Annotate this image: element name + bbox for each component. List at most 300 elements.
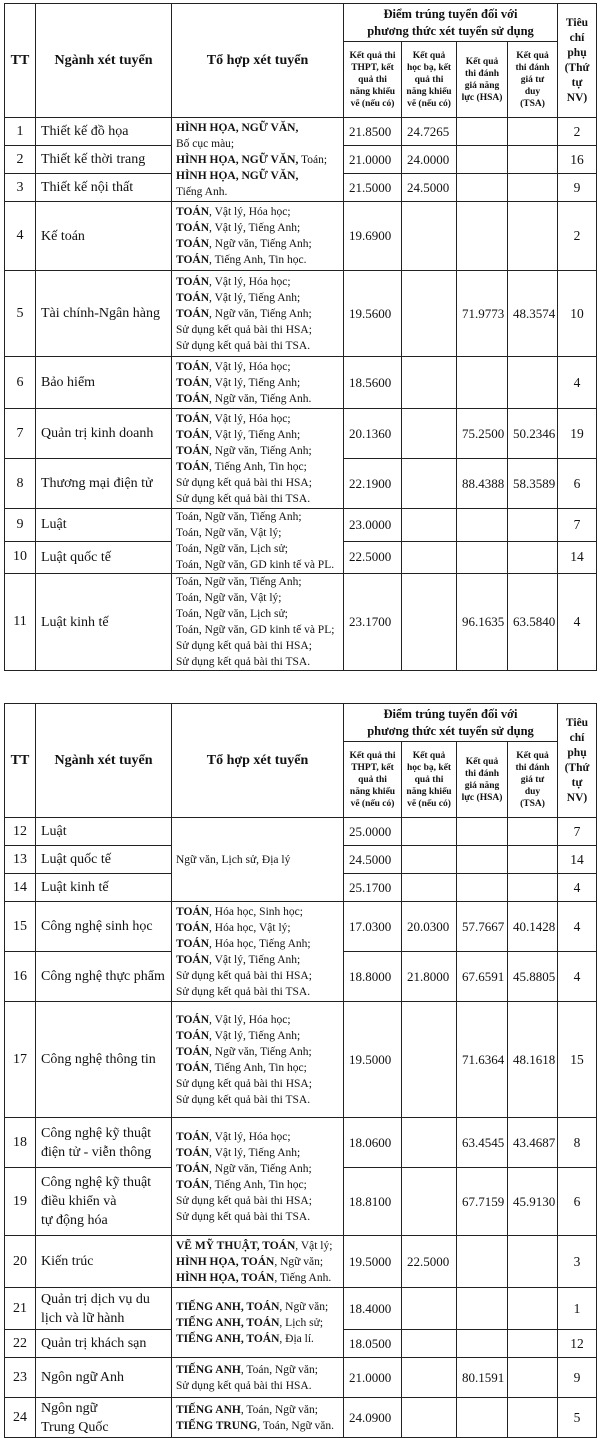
tohop-text: Sử dụng kết quả bài thi HSA; — [176, 640, 312, 652]
tohop-text: , Vật lý, Tiếng Anh; — [209, 1029, 301, 1042]
tohop-subject-bold: TOÁN — [176, 1061, 210, 1074]
cell-tsa: 40.1428 — [508, 902, 558, 952]
tohop-text: Sử dụng kết quả bài thi TSA. — [176, 492, 311, 505]
cell-tsa: 58.3589 — [508, 459, 558, 509]
cell-nganh — [36, 846, 172, 874]
tohop-text: Sử dụng kết quả bài thi HSA. — [176, 1379, 312, 1392]
tohop-line — [176, 1331, 340, 1347]
tohop-subject-bold: TOÁN — [176, 360, 210, 373]
tohop-text: , Ngữ văn, Tiếng Anh; — [209, 238, 312, 250]
nganh-line: Bảo hiểm — [41, 375, 96, 390]
header-tt: TT — [5, 4, 36, 118]
cell-nganh — [36, 1358, 172, 1398]
header-hsa-line: Kết quả — [465, 56, 499, 67]
cell-hsa — [457, 874, 508, 902]
nganh-line: Luật kinh tế — [41, 880, 109, 895]
tohop-line — [176, 375, 340, 391]
cell-thpt: 21.5000 — [344, 174, 402, 202]
cell-nganh — [36, 118, 172, 146]
tohop-line — [176, 936, 340, 952]
tohop-subject-bold: HÌNH HỌA, NGỮ VĂN, — [176, 169, 299, 182]
header-tt: TT — [5, 704, 36, 818]
nganh-line: Luật kinh tế — [41, 614, 109, 630]
cell-tsa: 48.3574 — [508, 271, 558, 357]
tohop-text: , Vật lý, Tiếng Anh; — [209, 376, 301, 389]
cell-tt: 5 — [5, 271, 36, 357]
cell-hocba: 22.5000 — [402, 1236, 457, 1288]
header-nv-line: tự — [571, 76, 583, 89]
tohop-text: , Tiếng Anh, Tin học; — [209, 460, 307, 473]
cell-nganh — [36, 1288, 172, 1330]
tohop-subject-bold: TOÁN — [176, 1013, 210, 1026]
nganh-line: Thương mại điện tử — [41, 476, 153, 491]
header-tsa-line: thi đánh — [515, 62, 550, 73]
tohop-text: Toán, Ngữ văn, GD kinh tế và PL; — [176, 624, 335, 636]
tohop-text: , Hóa học, Tiếng Anh; — [209, 937, 311, 950]
tohop-text: Sử dụng kết quả bài thi HSA; — [176, 1194, 312, 1207]
header-hocba-line: vẽ (nếu có) — [407, 98, 451, 109]
header-diem-line1: Điểm trúng tuyển đối với — [383, 706, 518, 721]
cell-hsa — [457, 541, 508, 574]
cell-tohop — [172, 1288, 344, 1358]
cell-hsa — [457, 202, 508, 271]
header-diem-line1: Điểm trúng tuyển đối với — [383, 6, 518, 21]
tohop-text: Toán, Ngữ văn, Vật lý; — [176, 527, 282, 539]
admission-table-1 — [4, 3, 597, 671]
header-hsa-line: giá năng — [464, 780, 500, 791]
cell-tt: 11 — [5, 574, 36, 671]
table-row — [5, 202, 597, 271]
tohop-subject-bold: TOÁN — [176, 238, 210, 250]
cell-thpt: 19.5000 — [344, 1236, 402, 1288]
header-nv-line: tự — [571, 776, 583, 789]
cell-hsa: 67.6591 — [457, 952, 508, 1002]
cell-tt: 7 — [5, 409, 36, 459]
tohop-line — [176, 1092, 340, 1108]
cell-tt: 17 — [5, 1002, 36, 1118]
tohop-text: , Vật lý, Hóa học; — [209, 1130, 291, 1143]
tohop-text: Toán, Ngữ văn, Tiếng Anh; — [176, 576, 302, 588]
cell-nganh — [36, 459, 172, 509]
cell-nganh — [36, 202, 172, 271]
tohop-text: , Vật lý, Hóa học; — [209, 275, 291, 288]
cell-tt: 8 — [5, 459, 36, 509]
tohop-subject-bold: TIẾNG ANH — [176, 1363, 241, 1376]
tohop-text: Toán, Ngữ văn, Lịch sử; — [176, 608, 288, 620]
cell-hsa — [457, 118, 508, 146]
cell-hsa — [457, 1288, 508, 1330]
header-nv-line: chí — [569, 731, 585, 744]
tohop-text: , Tiếng Anh. — [274, 1271, 332, 1284]
tohop-text: , Vật lý, Tiếng Anh; — [209, 291, 301, 304]
cell-tt: 15 — [5, 902, 36, 952]
cell-tt: 18 — [5, 1118, 36, 1168]
header-thpt-line: THPT, kết — [351, 62, 394, 73]
tohop-subject-bold: TOÁN — [176, 275, 210, 288]
cell-nganh — [36, 271, 172, 357]
tohop-line — [176, 359, 340, 375]
header-hocba-line: học bạ, kết — [406, 762, 452, 773]
tohop-line — [176, 1161, 340, 1177]
cell-thpt: 23.1700 — [344, 574, 402, 671]
tohop-line — [176, 1060, 340, 1076]
nganh-line: Kế toán — [41, 228, 85, 244]
nganh-line: Ngôn ngữ — [41, 1400, 98, 1416]
cell-hsa — [457, 509, 508, 542]
cell-nganh — [36, 1398, 172, 1438]
header-nv-line: phụ — [567, 746, 587, 759]
tohop-line — [176, 1254, 340, 1270]
cell-nv: 7 — [558, 509, 597, 542]
tohop-line — [176, 220, 340, 236]
cell-thpt: 23.0000 — [344, 509, 402, 542]
cell-nganh — [36, 952, 172, 1002]
tohop-text: Sử dụng kết quả bài thi TSA. — [176, 1210, 311, 1223]
tohop-text: , Tiếng Anh, Tin học; — [209, 1061, 307, 1074]
cell-hsa: 67.7159 — [457, 1168, 508, 1236]
header-hocba-line: Kết quả — [412, 50, 446, 61]
cell-hsa: 71.9773 — [457, 271, 508, 357]
cell-thpt: 21.8500 — [344, 118, 402, 146]
tohop-text: Toán; — [298, 153, 328, 166]
tohop-text: , Hóa học, Sinh học; — [209, 905, 303, 918]
tohop-line — [176, 654, 340, 670]
tohop-line — [176, 236, 340, 252]
cell-nganh — [36, 146, 172, 174]
cell-hsa — [457, 146, 508, 174]
header-nganh: Ngành xét tuyển — [36, 4, 172, 118]
nganh-line: Trung Quốc — [41, 1419, 109, 1435]
cell-tsa — [508, 1330, 558, 1358]
tohop-subject-bold: TOÁN — [176, 428, 210, 441]
tohop-subject-bold: TOÁN — [176, 1045, 210, 1058]
cell-nv: 14 — [558, 846, 597, 874]
nganh-line: Kiến trúc — [41, 1254, 94, 1269]
tohop-line — [176, 1145, 340, 1161]
header-hsa-line: Kết quả — [465, 756, 499, 767]
cell-nganh — [36, 1002, 172, 1118]
tohop-line — [176, 638, 340, 654]
header-nv-line: chí — [569, 31, 585, 44]
nganh-line: Tài chính-Ngân hàng — [41, 306, 160, 321]
cell-nganh — [36, 902, 172, 952]
tohop-line — [176, 1012, 340, 1028]
cell-tsa — [508, 509, 558, 542]
tohop-line — [176, 1209, 340, 1225]
tohop-line — [176, 391, 340, 407]
tohop-text: Toán, Ngữ văn, GD kinh tế và PL. — [176, 559, 335, 571]
header-thpt-line: quả thi — [358, 74, 387, 85]
tohop-subject-bold: TIẾNG TRUNG — [176, 1419, 258, 1432]
cell-nganh — [36, 357, 172, 409]
tohop-line — [176, 509, 340, 525]
tohop-text: Sử dụng kết quả bài thi TSA. — [176, 1093, 311, 1106]
cell-tsa: 45.9130 — [508, 1168, 558, 1236]
nganh-line: Luật quốc tế — [41, 549, 111, 565]
tohop-line — [176, 1402, 340, 1418]
cell-tsa: 48.1618 — [508, 1002, 558, 1118]
cell-thpt: 19.5600 — [344, 271, 402, 357]
cell-hsa — [457, 846, 508, 874]
tohop-subject-bold: HÌNH HỌA, NGỮ VĂN, — [176, 153, 299, 166]
tohop-subject-bold: TOÁN — [176, 392, 210, 405]
cell-thpt: 18.5600 — [344, 357, 402, 409]
tohop-line — [176, 590, 340, 606]
tohop-line — [176, 443, 340, 459]
cell-nganh — [36, 1236, 172, 1288]
cell-thpt: 18.0600 — [344, 1118, 402, 1168]
tohop-subject-bold: TOÁN — [176, 307, 210, 320]
header-tohop: Tổ hợp xét tuyển — [172, 704, 344, 818]
cell-hsa: 75.2500 — [457, 409, 508, 459]
header-thpt-line: năng khiếu — [349, 86, 396, 97]
nganh-line: Quản trị dịch vụ du — [41, 1291, 150, 1307]
nganh-line: Công nghệ thông tin — [41, 1052, 156, 1067]
cell-hsa — [457, 1236, 508, 1288]
header-tsa-line: (TSA) — [520, 98, 545, 109]
table-row — [5, 1236, 597, 1288]
tohop-line — [176, 491, 340, 507]
cell-thpt: 25.0000 — [344, 818, 402, 846]
cell-nganh — [36, 818, 172, 846]
header-nv-line: (Thứ — [564, 761, 590, 774]
header-hocba-line: năng khiếu — [406, 786, 452, 797]
tohop-line — [176, 427, 340, 443]
cell-tsa — [508, 174, 558, 202]
cell-tt: 2 — [5, 146, 36, 174]
header-nv-line: Tiêu — [565, 716, 589, 729]
tohop-subject-bold: TOÁN — [176, 222, 210, 234]
cell-nv: 6 — [558, 459, 597, 509]
tohop-subject-bold: TIẾNG ANH — [176, 1403, 241, 1416]
nganh-line: Luật — [41, 824, 67, 839]
header-hsa-line: thi đánh — [464, 768, 500, 779]
cell-thpt: 22.5000 — [344, 541, 402, 574]
header-tsa-line: duy — [524, 86, 541, 97]
tohop-text: , Vật lý, Tiếng Anh; — [209, 222, 301, 234]
nganh-line: Quản trị kinh doanh — [41, 426, 154, 441]
nganh-line: lịch và lữ hành — [41, 1310, 125, 1326]
cell-tohop — [172, 1358, 344, 1398]
tohop-text: , Ngữ văn, Tiếng Anh; — [209, 1162, 312, 1175]
header-diem-line2: phương thức xét tuyển sử dụng — [367, 23, 534, 38]
cell-thpt: 24.5000 — [344, 846, 402, 874]
tohop-text: , Ngữ văn, Tiếng Anh. — [209, 392, 312, 405]
cell-hocba: 21.8000 — [402, 952, 457, 1002]
tohop-text: , Toán, Ngữ văn; — [240, 1363, 318, 1376]
cell-tohop — [172, 1236, 344, 1288]
header-hocba-line: học bạ, kết — [406, 62, 452, 73]
tohop-text: , Ngữ văn; — [274, 1255, 324, 1268]
cell-hocba — [402, 271, 457, 357]
tohop-line — [176, 136, 340, 152]
tohop-text: Sử dụng kết quả bài thi HSA; — [176, 969, 312, 982]
header-thpt-line: vẽ (nếu có) — [350, 798, 395, 809]
cell-nv: 16 — [558, 146, 597, 174]
tohop-subject-bold: TOÁN — [176, 937, 210, 950]
cell-tsa — [508, 1398, 558, 1438]
tohop-text: Toán, Ngữ văn, Tiếng Anh; — [176, 511, 302, 523]
cell-tt: 20 — [5, 1236, 36, 1288]
nganh-line: Quản trị khách sạn — [41, 1336, 147, 1351]
cell-hsa: 88.4388 — [457, 459, 508, 509]
cell-tt: 24 — [5, 1398, 36, 1438]
header-tsa — [508, 42, 558, 118]
header-tsa-line: Kết quả — [516, 50, 549, 61]
tohop-text: , Vật lý, Tiếng Anh; — [209, 953, 301, 966]
cell-tt: 6 — [5, 357, 36, 409]
header-tsa-line: giá tư — [520, 74, 545, 85]
cell-hsa — [457, 1398, 508, 1438]
tohop-text: , Địa lí. — [279, 1332, 314, 1345]
header-tieu-chi-phu — [558, 4, 597, 118]
header-nganh: Ngành xét tuyển — [36, 704, 172, 818]
header-nv-line: Tiêu — [565, 16, 589, 29]
table-row — [5, 271, 597, 357]
cell-thpt: 21.0000 — [344, 146, 402, 174]
tohop-text: Sử dụng kết quả bài thi TSA. — [176, 656, 311, 668]
cell-thpt: 19.6900 — [344, 202, 402, 271]
cell-tohop — [172, 202, 344, 271]
cell-hocba — [402, 1288, 457, 1330]
header-hsa — [457, 42, 508, 118]
tohop-line — [176, 411, 340, 427]
nganh-line: Thiết kế nội thất — [41, 180, 134, 195]
tohop-line — [176, 557, 340, 573]
header-diem — [344, 4, 558, 42]
cell-nv: 1 — [558, 1288, 597, 1330]
cell-hsa: 80.1591 — [457, 1358, 508, 1398]
tohop-text: , Vật lý, Hóa học; — [209, 206, 291, 218]
tohop-line — [176, 184, 340, 200]
cell-hocba — [402, 1358, 457, 1398]
tohop-subject-bold: TOÁN — [176, 291, 210, 304]
header-thpt-line: Kết quả thi — [349, 50, 396, 61]
tohop-line — [176, 1299, 340, 1315]
cell-hocba — [402, 1330, 457, 1358]
cell-thpt: 25.1700 — [344, 874, 402, 902]
nganh-line: Thiết kế đồ họa — [41, 124, 129, 139]
cell-tt: 16 — [5, 952, 36, 1002]
tohop-line — [176, 252, 340, 268]
cell-tohop — [172, 409, 344, 509]
cell-hocba — [402, 1118, 457, 1168]
tohop-line — [176, 952, 340, 968]
cell-nganh — [36, 874, 172, 902]
tohop-line — [176, 459, 340, 475]
tohop-text: Bố cục màu; — [176, 137, 235, 150]
tohop-text: Toán, Ngữ văn, Lịch sử; — [176, 543, 288, 555]
cell-nv: 4 — [558, 357, 597, 409]
tohop-line — [176, 1076, 340, 1092]
cell-nganh — [36, 541, 172, 574]
cell-hocba — [402, 541, 457, 574]
cell-hsa: 96.1635 — [457, 574, 508, 671]
tohop-line — [176, 1418, 340, 1434]
cell-hsa — [457, 357, 508, 409]
header-hsa-line: thi đánh — [464, 68, 500, 79]
header-tsa-line: (TSA) — [520, 798, 545, 809]
table-row — [5, 574, 597, 671]
table-row — [5, 902, 597, 952]
cell-hsa: 71.6364 — [457, 1002, 508, 1118]
tohop-subject-bold: TOÁN — [176, 376, 210, 389]
cell-nv: 12 — [558, 1330, 597, 1358]
cell-nv: 4 — [558, 902, 597, 952]
tohop-text: , Tiếng Anh, Tin học; — [209, 1178, 307, 1191]
header-hsa-line: giá năng — [464, 80, 500, 91]
cell-tsa — [508, 1358, 558, 1398]
cell-hocba: 24.0000 — [402, 146, 457, 174]
tohop-text: , Tiếng Anh, Tin học. — [209, 254, 307, 266]
header-thpt — [344, 42, 402, 118]
cell-nganh — [36, 1118, 172, 1168]
table-row — [5, 1398, 597, 1438]
tohop-subject-bold: TOÁN — [176, 921, 210, 934]
cell-hocba — [402, 409, 457, 459]
nganh-line: Thiết kế thời trang — [41, 152, 146, 167]
cell-tt: 1 — [5, 118, 36, 146]
tohop-line — [176, 274, 340, 290]
header-tsa — [508, 742, 558, 818]
header-hocba-line: quả thi — [414, 74, 444, 85]
tohop-line — [176, 1028, 340, 1044]
cell-tohop — [172, 818, 344, 902]
header-tsa-line: thi đánh — [515, 762, 550, 773]
tohop-text: , Hóa học, Vật lý; — [209, 921, 291, 934]
cell-thpt: 18.8000 — [344, 952, 402, 1002]
cell-hocba — [402, 459, 457, 509]
tohop-line — [176, 204, 340, 220]
cell-tsa — [508, 818, 558, 846]
tohop-line — [176, 1193, 340, 1209]
tohop-line — [176, 290, 340, 306]
cell-tohop — [172, 902, 344, 1002]
cell-hocba: 20.0300 — [402, 902, 457, 952]
tohop-line — [176, 306, 340, 322]
cell-nv: 4 — [558, 874, 597, 902]
cell-nv: 2 — [558, 118, 597, 146]
cell-hocba — [402, 1002, 457, 1118]
tohop-text: , Ngữ văn; — [279, 1300, 329, 1313]
cell-tsa — [508, 1288, 558, 1330]
tohop-text: , Ngữ văn, Tiếng Anh; — [209, 307, 312, 320]
tohop-line — [176, 1362, 340, 1378]
cell-hsa — [457, 818, 508, 846]
cell-tsa — [508, 357, 558, 409]
tohop-subject-bold: TOÁN — [176, 1130, 210, 1143]
tohop-subject-bold: TOÁN — [176, 460, 210, 473]
cell-hocba — [402, 357, 457, 409]
cell-tt: 12 — [5, 818, 36, 846]
header-diem — [344, 704, 558, 742]
tohop-line — [176, 920, 340, 936]
tohop-line — [176, 338, 340, 354]
tohop-line — [176, 1129, 340, 1145]
tohop-line — [176, 152, 340, 168]
tohop-subject-bold: TOÁN — [176, 905, 210, 918]
cell-hsa: 63.4545 — [457, 1118, 508, 1168]
cell-thpt: 18.0500 — [344, 1330, 402, 1358]
header-thpt-line: THPT, kết — [351, 762, 394, 773]
cell-nv: 6 — [558, 1168, 597, 1236]
tohop-line — [176, 475, 340, 491]
cell-nv: 7 — [558, 818, 597, 846]
header-tieu-chi-phu — [558, 704, 597, 818]
cell-tsa — [508, 146, 558, 174]
tohop-subject-bold: TOÁN — [176, 206, 210, 218]
cell-tohop — [172, 1002, 344, 1118]
